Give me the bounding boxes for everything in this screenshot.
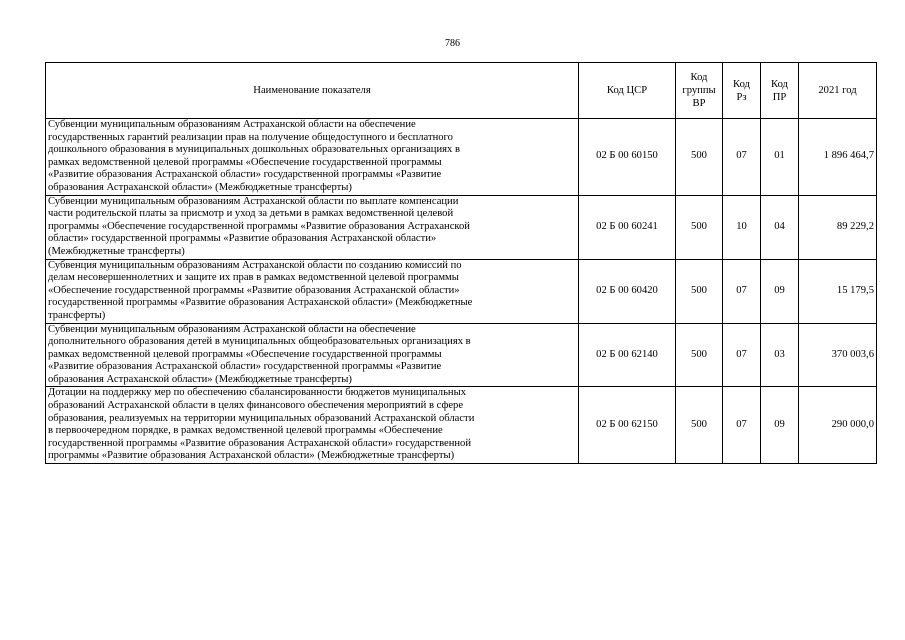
header-rz-line: Рз — [736, 91, 747, 103]
header-pr-code — [761, 63, 799, 119]
amount-cell: 370 003,6 — [799, 323, 877, 387]
name-line: делам несовершеннолетних и защите их прав в рамках ведомственной целевой программы — [48, 272, 459, 284]
pr-code-cell: 03 — [761, 323, 799, 387]
csr-code-cell: 02 Б 00 60241 — [579, 195, 676, 259]
table-header-row — [46, 63, 877, 119]
header-csr-code: Код ЦСР — [579, 63, 676, 119]
pr-code-cell: 04 — [761, 195, 799, 259]
name-line: Дотации на поддержку мер по обеспечению сбалансированности бюджетов муниципальных — [48, 387, 467, 399]
indicator-name-cell — [46, 323, 579, 387]
name-line: государственной программы «Развитие образования Астраханской области» государственной — [48, 437, 472, 449]
name-line: государственных гарантий реализации прав на получение общедоступного и бесплатного — [48, 131, 453, 143]
csr-code-cell: 02 Б 00 60150 — [579, 119, 676, 196]
name-line: образований Астраханской области в целях финансового обеспечения мероприятий в сфере — [48, 400, 464, 412]
name-line: рамках ведомственной целевой программы «Обеспечение государственной программы — [48, 348, 442, 360]
table-row — [46, 323, 877, 387]
rz-code-cell: 07 — [723, 323, 761, 387]
amount-cell: 15 179,5 — [799, 259, 877, 323]
header-year-2021: 2021 год — [799, 63, 877, 119]
csr-code-cell: 02 Б 00 62140 — [579, 323, 676, 387]
pr-code-cell: 09 — [761, 387, 799, 464]
name-line: «Развитие образования Астраханской области» государственной программы «Развитие — [48, 361, 442, 373]
vr-code-cell: 500 — [676, 259, 723, 323]
name-line: (Межбюджетные трансферты) — [48, 245, 185, 257]
table-row — [46, 387, 877, 464]
name-line: части родительской платы за присмотр и уход за детьми в рамках ведомственной целевой — [48, 208, 454, 220]
header-vr-line: ВР — [692, 98, 706, 109]
name-line: дошкольного образования в муниципальных дошкольных образовательных организациях в — [48, 144, 460, 156]
csr-code-cell: 02 Б 00 62150 — [579, 387, 676, 464]
vr-code-cell: 500 — [676, 323, 723, 387]
vr-code-cell: 500 — [676, 195, 723, 259]
page-number: 786 — [445, 38, 460, 49]
header-vr-line: группы — [682, 85, 716, 96]
header-rz-code — [723, 63, 761, 119]
name-line: Субвенции муниципальным образованиям Астраханской области на обеспечение — [48, 119, 416, 130]
indicator-name-cell — [46, 387, 579, 464]
header-pr-line: ПР — [772, 91, 787, 103]
amount-cell: 1 896 464,7 — [799, 119, 877, 196]
indicator-name-cell — [46, 259, 579, 323]
name-line: программы «Развитие образования Астраханской области» (Межбюджетные трансферты) — [48, 450, 455, 462]
name-line: программы «Обеспечение государственной программы «Развитие образования Астраханской — [48, 220, 470, 232]
amount-cell: 89 229,2 — [799, 195, 877, 259]
vr-code-cell: 500 — [676, 119, 723, 196]
budget-table — [45, 62, 877, 464]
header-vr-line: Код — [690, 72, 708, 83]
name-line: образования Астраханской области» (Межбюджетные трансферты) — [48, 373, 352, 385]
indicator-name-cell — [46, 195, 579, 259]
name-line: «Развитие образования Астраханской области» государственной программы «Развитие — [48, 169, 442, 181]
rz-code-cell: 07 — [723, 387, 761, 464]
name-line: в первоочередном порядке, в рамках ведомственной целевой программы «Обеспечение — [48, 425, 443, 437]
name-line: Субвенция муниципальным образованиям Астраханской области по созданию комиссий по — [48, 259, 462, 271]
indicator-name-cell — [46, 119, 579, 196]
table-row — [46, 195, 877, 259]
name-line: Субвенции муниципальным образованиям Астраханской области по выплате компенсации — [48, 195, 459, 207]
header-pr-line: Код — [771, 78, 788, 90]
pr-code-cell: 01 — [761, 119, 799, 196]
name-line: области» государственной программы «Развитие образования Астраханской области» — [48, 233, 437, 245]
name-line: Субвенции муниципальным образованиям Астраханской области на обеспечение — [48, 323, 416, 335]
header-rz-line: Код — [733, 78, 750, 90]
rz-code-cell: 07 — [723, 119, 761, 196]
amount-cell: 290 000,0 — [799, 387, 877, 464]
name-line: дополнительного образования детей в муниципальных общеобразовательных организациях в — [48, 336, 471, 348]
csr-code-cell: 02 Б 00 60420 — [579, 259, 676, 323]
name-line: государственной программы «Развитие образования Астраханской области» (Межбюджетные — [48, 297, 473, 309]
name-line: образования Астраханской области» (Межбюджетные трансферты) — [48, 181, 352, 193]
name-line: рамках ведомственной целевой программы «Обеспечение государственной программы — [48, 156, 442, 168]
header-indicator-name: Наименование показателя — [46, 63, 579, 119]
table-row — [46, 259, 877, 323]
header-vr-code — [676, 63, 723, 119]
name-line: «Обеспечение государственной программы «Развитие образования Астраханской области» — [48, 284, 460, 296]
rz-code-cell: 10 — [723, 195, 761, 259]
name-line: трансферты) — [48, 309, 106, 321]
table-row — [46, 119, 877, 196]
pr-code-cell: 09 — [761, 259, 799, 323]
name-line: образования, реализуемых на территории муниципальных образований Астраханской области — [48, 412, 475, 424]
rz-code-cell: 07 — [723, 259, 761, 323]
vr-code-cell: 500 — [676, 387, 723, 464]
